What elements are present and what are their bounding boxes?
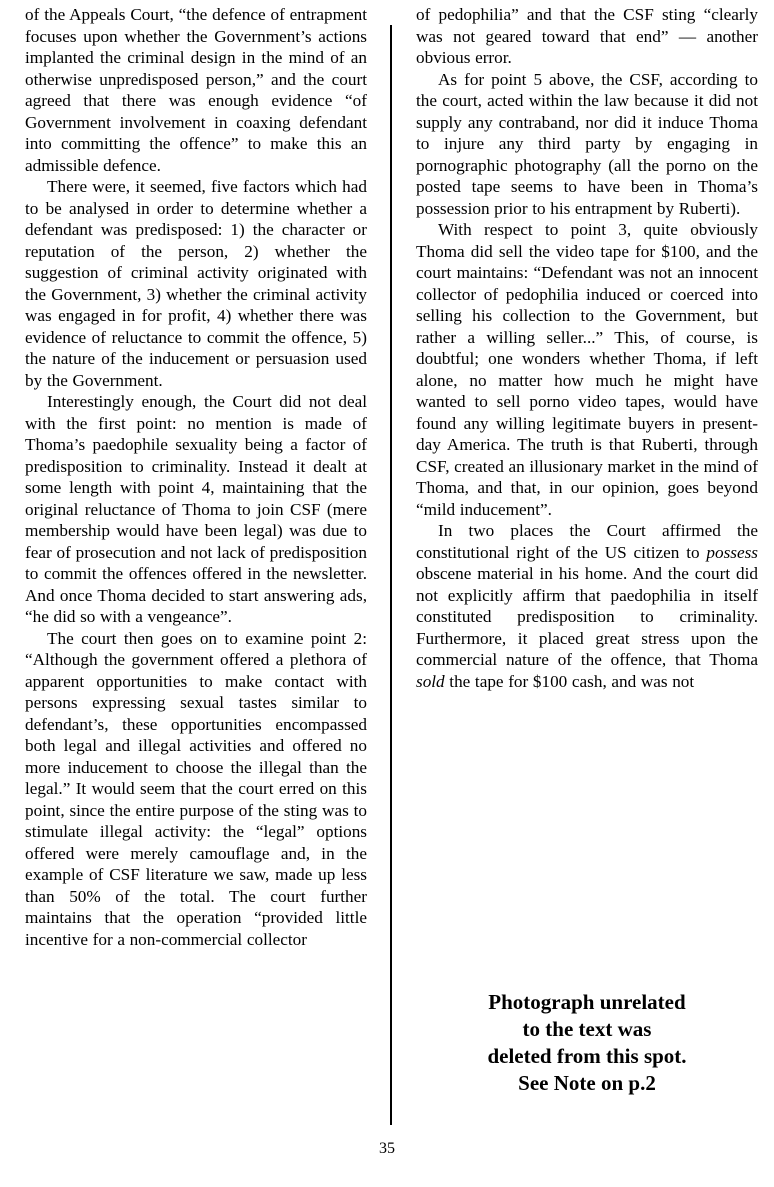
paragraph: The court then goes on to examine point 2: “Although the government offered a plethora of apparent opportunities to make contact with persons expressing sexual tastes similar to defendant’s, these opportunities encompassed both legal and illegal activities and offered no more inducement to choose the illegal than the legal.” It would seem that the court erred on this point, since the entire purpose of the sting was to stimulate illegal activity: the “legal” options offered were merely camouflage and, in the example of CSF literature we saw, made up less than 50% of the total. The court further maintains that the operation “provided little incentive for a non-commercial collector (25, 628, 367, 949)
photo-note-line-2: to the text was (522, 1017, 652, 1041)
photo-note-line-3: deleted from this spot. (487, 1044, 687, 1068)
page-number: 35 (379, 1140, 395, 1157)
paragraph: Interestingly enough, the Court did not deal with the first point: no mention is made of Thoma’s paedophile sexuality being a factor of predisposition to criminality. Instead it dealt at some length with point 4, maintaining that the original reluctance of Thoma to join CSF (mere membership would have been legal) was due to fear of prosecution and not lack of predisposition to commit the offences offered in the newsletter. And once Thoma decided to start answering ads, “he did so with a vengeance”. (25, 392, 367, 626)
paragraph: With respect to point 3, quite obviously Thoma did sell the video tape for $100, and the court maintains: “Defendant was not an innocent collector of pedophilia induced or coerced into selling his collection to the Government, but rather a willing seller...” This, of course, is doubtful; one wonders whether Thoma, if left alone, no matter how much he might have wanted to sell porno video tapes, would have found any willing legitimate buyers in present-day America. The truth is that Ruberti, through CSF, created an illusionary market in the mind of Thoma, and that, in our opinion, goes beyond “mild inducement”. (416, 220, 758, 519)
paragraph: of the Appeals Court, “the defence of entrapment focuses upon whether the Government’s actions implanted the criminal design in the mind of an otherwise unpredisposed person,” and the court agreed that there was enough evidence “of Government involvement in coaxing defendant into committing the offence” to make this an admissible defence. (25, 5, 367, 175)
right-text-column (416, 4, 758, 692)
left-text-column (25, 4, 367, 950)
photo-note-line-1: Photograph unrelated (488, 990, 686, 1014)
paragraph: As for point 5 above, the CSF, according to the court, acted within the law because it did not supply any contraband, nor did it induce Thoma to injure any third party by engaging in pornographic photography (all the porno on the posted tape seems to have been in Thoma’s possession prior to his entrapment by Ruberti). (416, 69, 758, 218)
photo-note-line-4: See Note on p.2 (518, 1071, 656, 1095)
paragraph: In two places the Court affirmed the constitutional right of the US citizen to possess obscene material in his home. And the court did not explicitly affirm that paedophilia in itself constituted predisposition to criminality. Furthermore, it placed great stress upon the commercial nature of the offence, that Thoma sold the tape for $100 cash, and was not (416, 521, 758, 691)
paragraph: of pedophilia” and that the CSF sting “clearly was not geared toward that end” — another obvious error. (416, 5, 758, 67)
photo-removed-note (416, 989, 758, 1097)
paragraph: There were, it seemed, five factors which had to be analysed in order to determine whether a defendant was predisposed: 1) the character or reputation of the person, 2) whether the suggestion of criminal activity originated with the Government, 3) whether the criminal activity was engaged in for profit, 4) whether there was evidence of reluctance to commit the offence, 5) the nature of the inducement or persuasion used by the Government. (25, 177, 367, 390)
column-divider-rule (390, 25, 392, 1125)
